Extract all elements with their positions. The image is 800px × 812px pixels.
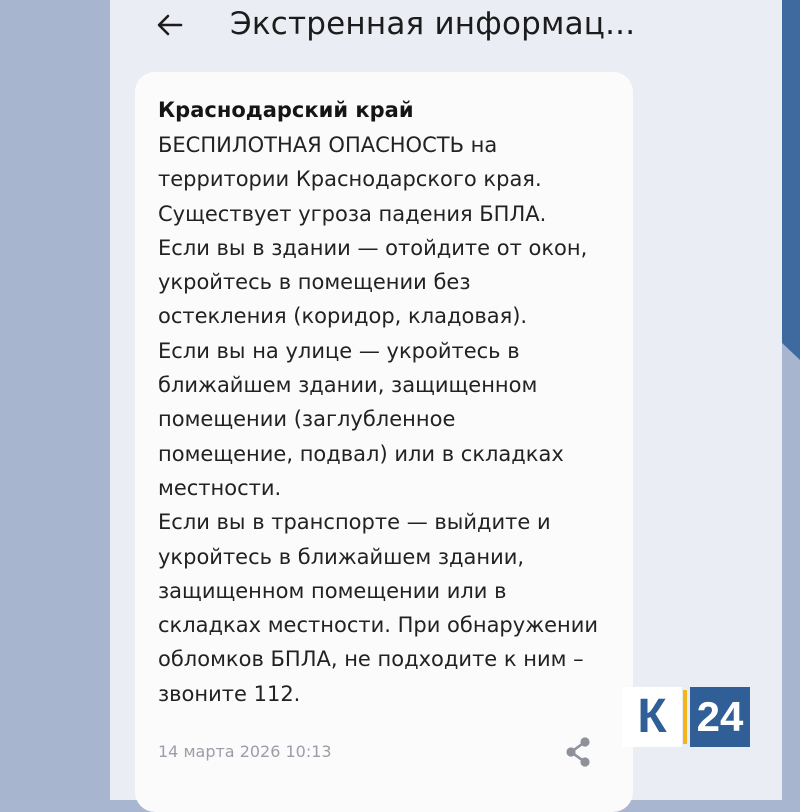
share-icon[interactable] xyxy=(563,736,593,768)
arrow-left-icon[interactable] xyxy=(155,10,185,40)
alert-message-card xyxy=(135,72,633,812)
message-timestamp: 14 марта 2026 10:13 xyxy=(158,742,332,761)
logo-divider xyxy=(683,690,687,744)
logo-letter: К xyxy=(622,687,682,747)
logo-number: 24 xyxy=(690,687,750,747)
page-title: Экстренная информац... xyxy=(230,6,636,42)
message-body: БЕСПИЛОТНАЯ ОПАСНОСТЬ на территории Краснодарского края. Существует угроза падения БПЛА. Если вы в здании — отойдите от окон, укройтесь в помещении без остекления (коридор, кладовая). Если вы на улице — укройтесь в ближайшем здании, защищенном помещении (заглубленное помещение, подвал) или в складках местности. Если вы в транспорте — выйдите и укройтесь в ближайшем здании, защищенном помещении или в складках местности. При обнаружении обломков БПЛА, не подходите к ним – звоните 112. xyxy=(158,133,599,706)
message-region: Краснодарский край xyxy=(158,98,414,122)
k24-logo xyxy=(622,687,750,747)
app-header xyxy=(110,0,782,60)
